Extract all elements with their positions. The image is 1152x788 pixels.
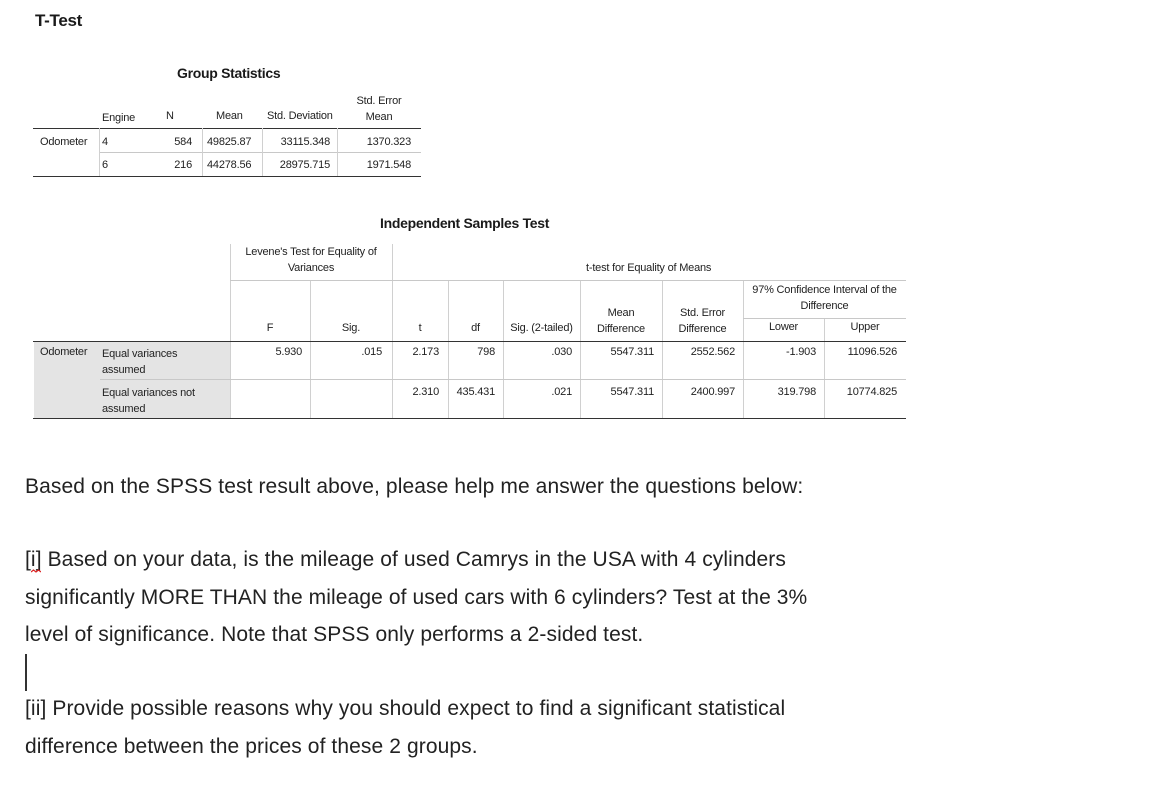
mean-value: 44278.56 [207, 159, 252, 171]
header-std-error-line2: Mean [365, 111, 393, 123]
ind-col-divider [662, 280, 663, 418]
ci-lower-value: 319.798 [777, 386, 816, 398]
header-f: F [266, 322, 274, 334]
header-sig: Sig. [341, 322, 361, 334]
n-value: 584 [174, 136, 192, 148]
group-stats-header-rule [33, 128, 421, 129]
levene-header [232, 244, 390, 276]
std-error-difference-value: 2552.562 [690, 346, 735, 358]
group-statistics-title: Group Statistics [177, 65, 281, 81]
ind-col-divider [824, 318, 825, 418]
row-label-equal-variances-assumed [102, 346, 177, 378]
ind-col-divider [448, 280, 449, 418]
group-stats-bottom-rule [33, 176, 421, 177]
header-std-deviation: Std. Deviation [267, 110, 333, 122]
question-2-line-2: difference between the prices of these 2 groups. [25, 735, 478, 758]
header-mean-difference [582, 305, 660, 337]
header-lower: Lower [769, 321, 798, 333]
std-error-value: 1971.548 [366, 159, 411, 171]
ind-header-divider [230, 280, 906, 281]
header-t: t [418, 322, 422, 334]
df-value: 798 [477, 346, 495, 358]
row-label-odometer: Odometer [40, 136, 88, 148]
f-value: 5.930 [275, 346, 302, 358]
n-value: 216 [174, 159, 192, 171]
row-label-odometer: Odometer [40, 346, 88, 358]
text-cursor [25, 654, 27, 691]
header-std-error-difference [664, 305, 741, 337]
question-intro: Based on the SPSS test result above, please help me answer the questions below: [25, 475, 804, 498]
row-label-line1: Equal variances [102, 348, 178, 360]
ind-col-divider [230, 244, 231, 418]
mean-value: 49825.87 [207, 136, 252, 148]
header-df: df [471, 322, 480, 334]
ind-col-divider [743, 280, 744, 418]
header-n: N [166, 110, 174, 122]
mean-difference-value: 5547.311 [610, 346, 654, 358]
mean-difference-value: 5547.311 [610, 386, 654, 398]
ci-lower-value: -1.903 [786, 346, 816, 358]
std-error-difference-value: 2400.997 [690, 386, 735, 398]
ind-ci-divider [743, 318, 906, 319]
header-engine: Engine [102, 112, 136, 124]
row-label-line2: assumed [102, 403, 146, 415]
std-deviation-value: 33115.348 [280, 136, 330, 148]
header-upper: Upper [850, 321, 880, 333]
header-sig-2-tailed: Sig. (2-tailed) [510, 322, 573, 334]
ci-header-line2: Difference [800, 300, 849, 312]
sig-2-tailed-value: .030 [551, 346, 572, 358]
ind-col-divider [503, 280, 504, 418]
page-title: T-Test [35, 11, 83, 30]
levene-header-line2: Variances [287, 262, 335, 274]
header-mean-difference-line1: Mean [607, 307, 635, 319]
t-value: 2.173 [412, 346, 439, 358]
row-label-line1: Equal variances not [102, 387, 195, 399]
ind-col-divider [392, 244, 393, 418]
engine-value: 6 [102, 159, 108, 171]
group-stats-row-divider [100, 152, 421, 153]
ttest-header: t-test for Equality of Means [586, 262, 712, 274]
independent-samples-title: Independent Samples Test [380, 215, 550, 231]
ci-header-line1: 97% Confidence Interval of the [752, 284, 897, 296]
header-se-diff-line1: Std. Error [679, 307, 726, 319]
std-error-value: 1370.323 [366, 136, 411, 148]
engine-value: 4 [102, 136, 108, 148]
df-value: 435.431 [456, 386, 495, 398]
group-stats-col-divider [337, 128, 338, 176]
ind-bottom-rule [33, 418, 906, 419]
group-stats-col-divider [99, 128, 100, 176]
question-2-line-1: [ii] Provide possible reasons why you should expect to find a significant statistical [25, 697, 786, 720]
question-1-line-3: level of significance. Note that SPSS only performs a 2-sided test. [25, 623, 644, 646]
header-std-error-line1: Std. Error [356, 95, 402, 107]
question-1-line-1: [i] Based on your data, is the mileage of used Camrys in the USA with 4 cylinders [25, 548, 786, 571]
header-std-error-mean [344, 93, 414, 125]
sig-2-tailed-value: .021 [551, 386, 572, 398]
std-deviation-value: 28975.715 [279, 159, 330, 171]
ind-header-rule [33, 341, 906, 342]
header-mean-difference-line2: Difference [597, 323, 645, 335]
ci-header [745, 282, 904, 314]
header-mean: Mean [216, 110, 243, 122]
t-value: 2.310 [412, 386, 439, 398]
levene-header-line1: Levene's Test for Equality of [245, 246, 377, 258]
row-label-line2: assumed [102, 364, 146, 376]
question-1-line-2: significantly MORE THAN the mileage of used cars with 6 cylinders? Test at the 3% [25, 586, 808, 609]
ind-col-divider [580, 280, 581, 418]
group-stats-col-divider [262, 128, 263, 176]
ind-col-divider [310, 280, 311, 418]
ind-row-divider [100, 379, 906, 380]
row-label-equal-variances-not-assumed [102, 385, 195, 417]
spellcheck-underline-icon [31, 569, 41, 575]
ci-upper-value: 11096.526 [847, 346, 897, 358]
header-se-diff-line2: Difference [678, 323, 727, 335]
ci-upper-value: 10774.825 [846, 386, 897, 398]
group-stats-col-divider [202, 128, 203, 176]
sig-value: .015 [361, 346, 382, 358]
